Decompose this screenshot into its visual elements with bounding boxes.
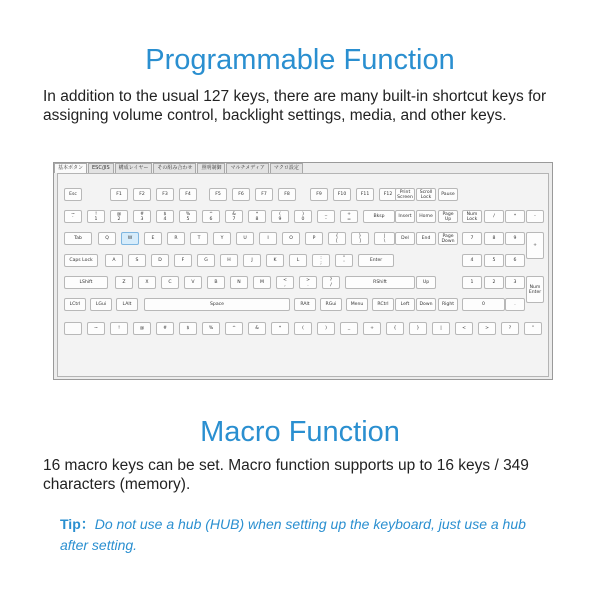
key-ralt[interactable]: RAlt <box>294 298 316 311</box>
key-4[interactable]: $ 4 <box>156 210 174 223</box>
key-sym[interactable]: ) <box>317 322 335 335</box>
key-h[interactable]: H <box>220 254 238 267</box>
key-up[interactable]: Up <box>416 276 436 289</box>
key-sym[interactable]: | \ <box>374 232 395 245</box>
key-sym[interactable]: } ] <box>351 232 369 245</box>
key-sym[interactable]: { <box>386 322 404 335</box>
key-rctrl[interactable]: RCtrl <box>372 298 394 311</box>
key-f1[interactable]: F1 <box>110 188 128 201</box>
section-description-programmable: In addition to the usual 127 keys, there are many built-in shortcut keys for assigning volume control, backlight settings, media, and other keys. <box>43 88 547 124</box>
key-v[interactable]: V <box>184 276 202 289</box>
key-f2[interactable]: F2 <box>133 188 151 201</box>
key-o[interactable]: O <box>282 232 300 245</box>
key-i[interactable]: I <box>259 232 277 245</box>
key-7[interactable]: 7 <box>462 232 482 245</box>
key-num-enter[interactable]: Num Enter <box>526 276 544 303</box>
key-sym[interactable]: ! <box>110 322 128 335</box>
key-0[interactable]: 0 <box>462 298 505 311</box>
key-blank[interactable] <box>64 322 82 335</box>
key-pause[interactable]: Pause <box>438 188 458 201</box>
key-f6[interactable]: F6 <box>232 188 250 201</box>
key-esc[interactable]: Esc <box>64 188 82 201</box>
key-sym[interactable]: ? / <box>322 276 340 289</box>
key-t[interactable]: T <box>190 232 208 245</box>
section-title-programmable: Programmable Function <box>145 44 455 76</box>
key-right[interactable]: Right <box>438 298 458 311</box>
key-sym[interactable]: _ - <box>317 210 335 223</box>
key-q[interactable]: Q <box>98 232 116 245</box>
key-lalt[interactable]: LAlt <box>116 298 138 311</box>
key-sym[interactable]: ^ <box>225 322 243 335</box>
key-u[interactable]: U <box>236 232 254 245</box>
key-menu[interactable]: Menu <box>346 298 368 311</box>
key-y[interactable]: Y <box>213 232 231 245</box>
key-lctrl[interactable]: LCtrl <box>64 298 86 311</box>
key-c[interactable]: C <box>161 276 179 289</box>
key-sym[interactable]: - <box>526 210 544 223</box>
key-f5[interactable]: F5 <box>209 188 227 201</box>
key-sym[interactable]: + = <box>340 210 358 223</box>
key-6[interactable]: ^ 6 <box>202 210 220 223</box>
key-sym[interactable]: ? <box>501 322 519 335</box>
key-3[interactable]: 3 <box>505 276 525 289</box>
key-sym[interactable]: $ <box>179 322 197 335</box>
tab-0[interactable]: 基本ボタン <box>54 163 87 173</box>
key-1[interactable]: ! 1 <box>87 210 105 223</box>
key-sym[interactable]: ( <box>294 322 312 335</box>
key-enter[interactable]: Enter <box>358 254 394 267</box>
key-n[interactable]: N <box>230 276 248 289</box>
key-s[interactable]: S <box>128 254 146 267</box>
key-sym[interactable]: & <box>248 322 266 335</box>
tab-2[interactable]: 構成レイヤー <box>115 163 153 173</box>
key-5[interactable]: % 5 <box>179 210 197 223</box>
key-num-lock[interactable]: Num Lock <box>462 210 482 223</box>
key-page-up[interactable]: Page Up <box>438 210 458 223</box>
key-d[interactable]: D <box>151 254 169 267</box>
key-3[interactable]: # 3 <box>133 210 151 223</box>
key-k[interactable]: K <box>266 254 284 267</box>
key-7[interactable]: & 7 <box>225 210 243 223</box>
key-end[interactable]: End <box>416 232 436 245</box>
key-sym[interactable]: < , <box>276 276 294 289</box>
tab-1[interactable]: ESC/JIS <box>88 163 114 173</box>
key-print-screen[interactable]: Print Screen <box>395 188 415 201</box>
tip-text: Do not use a hub (HUB) when setting up the keyboard, just use a hub after setting. <box>60 516 526 553</box>
section-description-macro: 16 macro keys can be set. Macro function supports up to 16 keys / 349 characters (memory). <box>43 457 529 493</box>
key-l[interactable]: L <box>289 254 307 267</box>
key-9[interactable]: 9 <box>505 232 525 245</box>
key-9[interactable]: ( 9 <box>271 210 289 223</box>
key-left[interactable]: Left <box>395 298 415 311</box>
key-caps-lock[interactable]: Caps Lock <box>64 254 98 267</box>
key-rgui[interactable]: RGui <box>320 298 342 311</box>
key-sym[interactable]: | <box>432 322 450 335</box>
key-0[interactable]: ) 0 <box>294 210 312 223</box>
tab-4[interactable]: 照明制御 <box>197 163 225 173</box>
key-g[interactable]: G <box>197 254 215 267</box>
tip-note <box>60 514 540 556</box>
key-8[interactable]: 8 <box>484 232 504 245</box>
key-sym[interactable]: ~ ` <box>64 210 82 223</box>
key-down[interactable]: Down <box>416 298 436 311</box>
tab-6[interactable]: マクロ設定 <box>270 163 303 173</box>
key-1[interactable]: 1 <box>462 276 482 289</box>
key-sym[interactable]: _ <box>340 322 358 335</box>
key-sym[interactable]: + <box>526 232 544 259</box>
key-insert[interactable]: Insert <box>395 210 415 223</box>
key-sym[interactable]: " ' <box>335 254 353 267</box>
key-sym[interactable]: / <box>484 210 504 223</box>
key-5[interactable]: 5 <box>484 254 504 267</box>
tab-bar <box>54 163 304 173</box>
key-sym[interactable]: + <box>363 322 381 335</box>
key-sym[interactable]: @ <box>133 322 151 335</box>
key-z[interactable]: Z <box>115 276 133 289</box>
key-f3[interactable]: F3 <box>156 188 174 201</box>
tip-label: Tip： <box>60 516 95 532</box>
tab-3[interactable]: その組み合わせ <box>153 163 196 173</box>
key-sym[interactable]: " <box>524 322 542 335</box>
keyboard-layout-panel <box>57 173 549 377</box>
tab-5[interactable]: マルチメディア <box>226 163 268 173</box>
key-f12[interactable]: F12 <box>379 188 397 201</box>
key-sym[interactable]: * <box>505 210 525 223</box>
key-2[interactable]: 2 <box>484 276 504 289</box>
key-sym[interactable]: . <box>505 298 525 311</box>
key-rshift[interactable]: RShift <box>345 276 415 289</box>
key-2[interactable]: @ 2 <box>110 210 128 223</box>
key-f11[interactable]: F11 <box>356 188 374 201</box>
key-sym[interactable]: } <box>409 322 427 335</box>
key-lshift[interactable]: LShift <box>64 276 108 289</box>
key-f10[interactable]: F10 <box>333 188 351 201</box>
key-4[interactable]: 4 <box>462 254 482 267</box>
key-scroll-lock[interactable]: Scroll Lock <box>416 188 436 201</box>
key-m[interactable]: M <box>253 276 271 289</box>
key-sym[interactable]: * <box>271 322 289 335</box>
key-sym[interactable]: < <box>455 322 473 335</box>
key-home[interactable]: Home <box>416 210 436 223</box>
key-8[interactable]: * 8 <box>248 210 266 223</box>
section-title-macro: Macro Function <box>200 416 400 448</box>
key-sym[interactable]: % <box>202 322 220 335</box>
key-b[interactable]: B <box>207 276 225 289</box>
key-tab[interactable]: Tab <box>64 232 92 245</box>
key-sym[interactable]: ~ <box>87 322 105 335</box>
key-f[interactable]: F <box>174 254 192 267</box>
key-6[interactable]: 6 <box>505 254 525 267</box>
key-lgui[interactable]: LGui <box>90 298 112 311</box>
key-f8[interactable]: F8 <box>278 188 296 201</box>
key-bksp[interactable]: Bksp <box>363 210 395 223</box>
key-a[interactable]: A <box>105 254 123 267</box>
key-p[interactable]: P <box>305 232 323 245</box>
key-page-down[interactable]: Page Down <box>438 232 458 245</box>
key-e[interactable]: E <box>144 232 162 245</box>
key-del[interactable]: Del <box>395 232 415 245</box>
key-sym[interactable]: : ; <box>312 254 330 267</box>
key-sym[interactable]: > <box>478 322 496 335</box>
key-x[interactable]: X <box>138 276 156 289</box>
key-f9[interactable]: F9 <box>310 188 328 201</box>
key-f4[interactable]: F4 <box>179 188 197 201</box>
key-f7[interactable]: F7 <box>255 188 273 201</box>
key-sym[interactable]: # <box>156 322 174 335</box>
key-w[interactable]: W <box>121 232 139 245</box>
key-space[interactable]: Space <box>144 298 290 311</box>
key-sym[interactable]: { [ <box>328 232 346 245</box>
key-j[interactable]: J <box>243 254 261 267</box>
key-r[interactable]: R <box>167 232 185 245</box>
key-sym[interactable]: > . <box>299 276 317 289</box>
keyboard-config-window <box>53 162 553 380</box>
